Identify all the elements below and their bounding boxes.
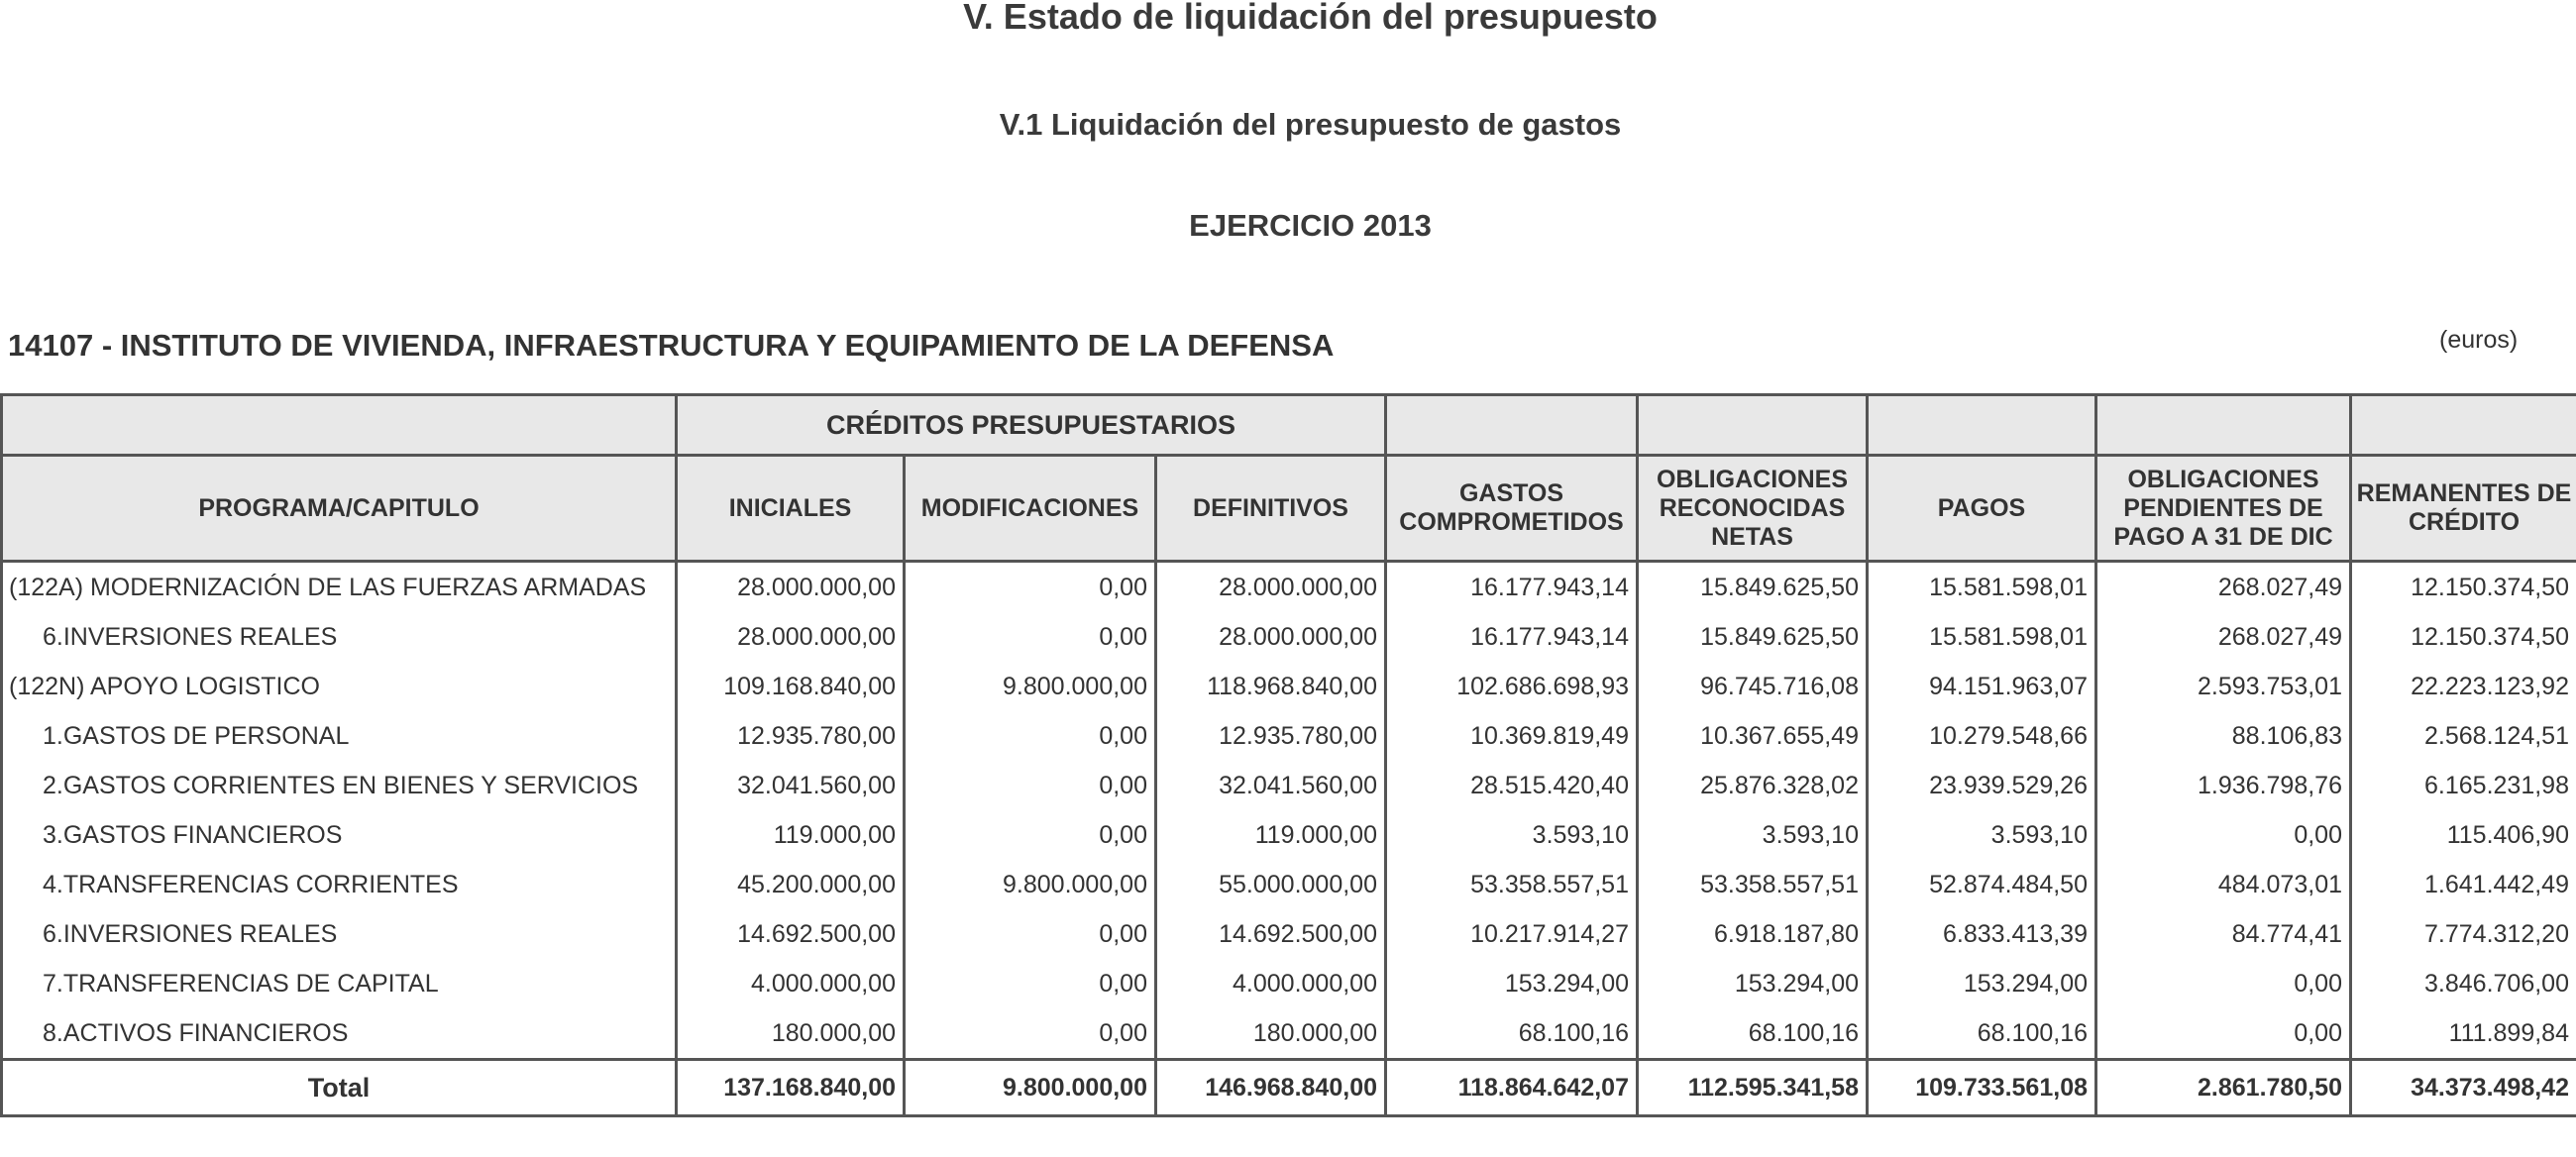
amount-cell: 268.027,49 (2096, 562, 2351, 613)
chapter-row (2, 860, 2576, 909)
amount-cell: 2.593.753,01 (2096, 662, 2351, 711)
budget-table (0, 393, 2576, 1117)
amount-cell: 12.935.780,00 (1156, 711, 1386, 761)
amount-cell: 0,00 (905, 1008, 1156, 1060)
amount-cell: 88.106,83 (2096, 711, 2351, 761)
column-header-definitivos: DEFINITIVOS (1156, 456, 1386, 562)
amount-cell: 52.874.484,50 (1868, 860, 2096, 909)
total-cell: 2.861.780,50 (2096, 1060, 2351, 1116)
total-cell: 9.800.000,00 (905, 1060, 1156, 1116)
amount-cell: 16.177.943,14 (1386, 612, 1638, 662)
chapter-name: 7.TRANSFERENCIAS DE CAPITAL (2, 959, 677, 1008)
amount-cell: 3.593,10 (1386, 810, 1638, 860)
chapter-row (2, 711, 2576, 761)
total-row (2, 1060, 2576, 1116)
amount-cell: 118.968.840,00 (1156, 662, 1386, 711)
amount-cell: 28.515.420,40 (1386, 761, 1638, 810)
entity-heading: 14107 - INSTITUTO DE VIVIENDA, INFRAESTRUCTURA Y EQUIPAMIENTO DE LA DEFENSA (8, 328, 1335, 363)
amount-cell: 1.641.442,49 (2351, 860, 2576, 909)
amount-cell: 15.849.625,50 (1638, 612, 1868, 662)
amount-cell: 0,00 (905, 612, 1156, 662)
total-cell: 112.595.341,58 (1638, 1060, 1868, 1116)
program-name: (122A) MODERNIZACIÓN DE LAS FUERZAS ARMADAS (2, 562, 677, 613)
amount-cell: 16.177.943,14 (1386, 562, 1638, 613)
amount-cell: 9.800.000,00 (905, 860, 1156, 909)
amount-cell: 14.692.500,00 (1156, 909, 1386, 959)
chapter-name: 2.GASTOS CORRIENTES EN BIENES Y SERVICIOS (2, 761, 677, 810)
total-cell: 146.968.840,00 (1156, 1060, 1386, 1116)
amount-cell: 7.774.312,20 (2351, 909, 2576, 959)
amount-cell: 3.593,10 (1638, 810, 1868, 860)
column-header-obligaciones-pendientes: OBLIGACIONES PENDIENTES DE PAGO A 31 DE DIC (2096, 456, 2351, 562)
chapter-name: 3.GASTOS FINANCIEROS (2, 810, 677, 860)
amount-cell: 268.027,49 (2096, 612, 2351, 662)
column-header-iniciales: INICIALES (677, 456, 905, 562)
amount-cell: 25.876.328,02 (1638, 761, 1868, 810)
amount-cell: 28.000.000,00 (677, 562, 905, 613)
amount-cell: 484.073,01 (2096, 860, 2351, 909)
amount-cell: 0,00 (905, 761, 1156, 810)
amount-cell: 0,00 (905, 959, 1156, 1008)
amount-cell: 23.939.529,26 (1868, 761, 2096, 810)
amount-cell: 28.000.000,00 (1156, 612, 1386, 662)
chapter-row (2, 810, 2576, 860)
amount-cell: 15.849.625,50 (1638, 562, 1868, 613)
page-title: V. Estado de liquidación del presupuesto (963, 0, 1658, 37)
amount-cell: 0,00 (905, 562, 1156, 613)
amount-cell: 115.406,90 (2351, 810, 2576, 860)
column-header-gastos-comprometidos: GASTOS COMPROMETIDOS (1386, 456, 1638, 562)
amount-cell: 68.100,16 (1868, 1008, 2096, 1060)
amount-cell: 10.369.819,49 (1386, 711, 1638, 761)
units-label: (euros) (2439, 326, 2519, 354)
amount-cell: 0,00 (905, 810, 1156, 860)
group-header-empty-cell (2351, 395, 2576, 456)
amount-cell: 0,00 (2096, 959, 2351, 1008)
chapter-name: 1.GASTOS DE PERSONAL (2, 711, 677, 761)
amount-cell: 9.800.000,00 (905, 662, 1156, 711)
amount-cell: 6.918.187,80 (1638, 909, 1868, 959)
amount-cell: 15.581.598,01 (1868, 562, 2096, 613)
amount-cell: 0,00 (2096, 1008, 2351, 1060)
amount-cell: 119.000,00 (677, 810, 905, 860)
column-header-pagos: PAGOS (1868, 456, 2096, 562)
amount-cell: 109.168.840,00 (677, 662, 905, 711)
amount-cell: 102.686.698,93 (1386, 662, 1638, 711)
column-header-remanentes: REMANENTES DE CRÉDITO (2351, 456, 2576, 562)
amount-cell: 2.568.124,51 (2351, 711, 2576, 761)
amount-cell: 4.000.000,00 (677, 959, 905, 1008)
chapter-row (2, 612, 2576, 662)
amount-cell: 22.223.123,92 (2351, 662, 2576, 711)
chapter-name: 4.TRANSFERENCIAS CORRIENTES (2, 860, 677, 909)
total-cell: 109.733.561,08 (1868, 1060, 2096, 1116)
chapter-row (2, 1008, 2576, 1060)
amount-cell: 68.100,16 (1386, 1008, 1638, 1060)
chapter-name: 6.INVERSIONES REALES (2, 612, 677, 662)
amount-cell: 14.692.500,00 (677, 909, 905, 959)
group-header-empty-cell (1386, 395, 1638, 456)
group-header-empty-cell (2, 395, 677, 456)
amount-cell: 4.000.000,00 (1156, 959, 1386, 1008)
amount-cell: 12.150.374,50 (2351, 562, 2576, 613)
amount-cell: 96.745.716,08 (1638, 662, 1868, 711)
amount-cell: 15.581.598,01 (1868, 612, 2096, 662)
total-cell: 137.168.840,00 (677, 1060, 905, 1116)
amount-cell: 111.899,84 (2351, 1008, 2576, 1060)
chapter-row (2, 959, 2576, 1008)
amount-cell: 153.294,00 (1638, 959, 1868, 1008)
amount-cell: 45.200.000,00 (677, 860, 905, 909)
column-header-row (2, 456, 2576, 562)
amount-cell: 94.151.963,07 (1868, 662, 2096, 711)
program-row (2, 562, 2576, 613)
column-header-programa: PROGRAMA/CAPITULO (2, 456, 677, 562)
amount-cell: 180.000,00 (1156, 1008, 1386, 1060)
group-header-row (2, 395, 2576, 456)
amount-cell: 6.833.413,39 (1868, 909, 2096, 959)
amount-cell: 0,00 (905, 909, 1156, 959)
amount-cell: 12.935.780,00 (677, 711, 905, 761)
fiscal-year: EJERCICIO 2013 (1189, 208, 1432, 243)
amount-cell: 180.000,00 (677, 1008, 905, 1060)
amount-cell: 32.041.560,00 (677, 761, 905, 810)
chapter-row (2, 761, 2576, 810)
amount-cell: 28.000.000,00 (1156, 562, 1386, 613)
chapter-name: 8.ACTIVOS FINANCIEROS (2, 1008, 677, 1060)
amount-cell: 84.774,41 (2096, 909, 2351, 959)
amount-cell: 119.000,00 (1156, 810, 1386, 860)
amount-cell: 68.100,16 (1638, 1008, 1868, 1060)
amount-cell: 10.217.914,27 (1386, 909, 1638, 959)
amount-cell: 153.294,00 (1868, 959, 2096, 1008)
amount-cell: 28.000.000,00 (677, 612, 905, 662)
total-label: Total (2, 1060, 677, 1116)
chapter-name: 6.INVERSIONES REALES (2, 909, 677, 959)
total-cell: 34.373.498,42 (2351, 1060, 2576, 1116)
amount-cell: 53.358.557,51 (1638, 860, 1868, 909)
amount-cell: 53.358.557,51 (1386, 860, 1638, 909)
program-name: (122N) APOYO LOGISTICO (2, 662, 677, 711)
amount-cell: 10.367.655,49 (1638, 711, 1868, 761)
page-subtitle: V.1 Liquidación del presupuesto de gastos (999, 107, 1622, 142)
group-header-creditos: CRÉDITOS PRESUPUESTARIOS (677, 395, 1386, 456)
budget-table-body (2, 562, 2576, 1060)
column-header-obligaciones-reconocidas: OBLIGACIONES RECONOCIDAS NETAS (1638, 456, 1868, 562)
amount-cell: 6.165.231,98 (2351, 761, 2576, 810)
group-header-empty-cell (1638, 395, 1868, 456)
amount-cell: 1.936.798,76 (2096, 761, 2351, 810)
amount-cell: 3.593,10 (1868, 810, 2096, 860)
amount-cell: 10.279.548,66 (1868, 711, 2096, 761)
column-header-modificaciones: MODIFICACIONES (905, 456, 1156, 562)
amount-cell: 32.041.560,00 (1156, 761, 1386, 810)
amount-cell: 3.846.706,00 (2351, 959, 2576, 1008)
amount-cell: 55.000.000,00 (1156, 860, 1386, 909)
amount-cell: 153.294,00 (1386, 959, 1638, 1008)
total-cell: 118.864.642,07 (1386, 1060, 1638, 1116)
amount-cell: 0,00 (2096, 810, 2351, 860)
chapter-row (2, 909, 2576, 959)
amount-cell: 12.150.374,50 (2351, 612, 2576, 662)
group-header-empty-cell (2096, 395, 2351, 456)
amount-cell: 0,00 (905, 711, 1156, 761)
program-row (2, 662, 2576, 711)
group-header-empty-cell (1868, 395, 2096, 456)
